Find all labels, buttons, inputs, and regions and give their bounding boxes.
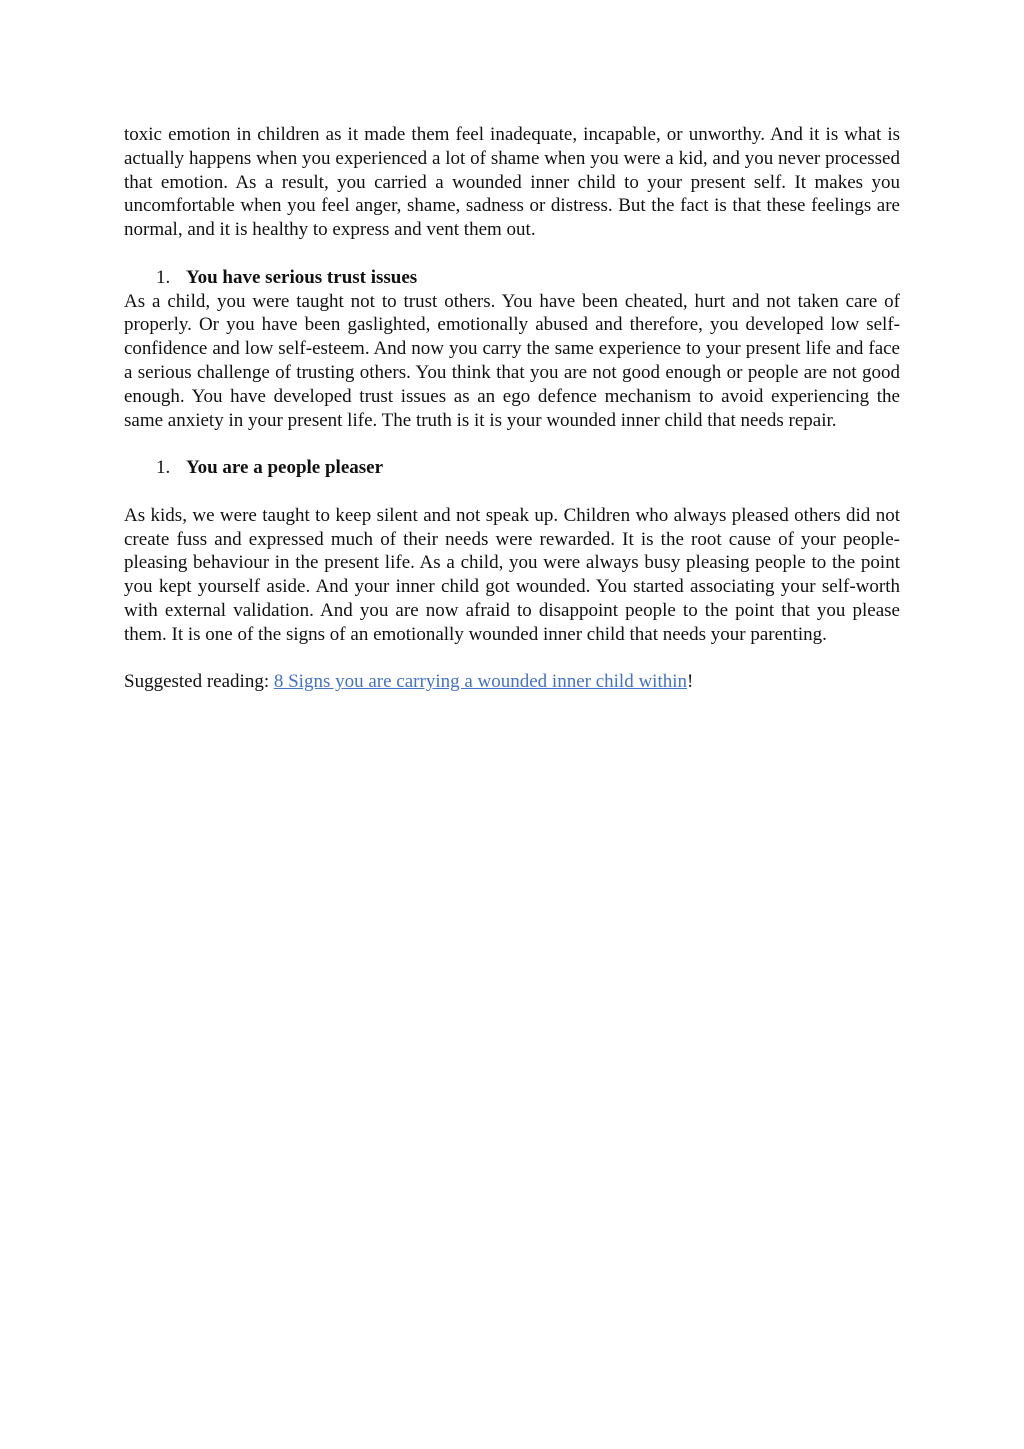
paragraph-spacer — [124, 647, 900, 671]
suggested-reading — [124, 670, 900, 694]
list-number: 1. — [156, 266, 171, 288]
paragraph-spacer — [124, 480, 900, 504]
trust-issues-paragraph: As a child, you were taught not to trust others. You have been cheated, hurt and not taken care of properly. Or you have been gaslighted, emotionally abused and therefore, you developed low self-confidence and low self-esteem. And now you carry the same experience to your present life and face a serious challenge of trusting others. You think that you are not good enough or people are not good enough. You have developed trust issues as an ego defence mechanism to avoid experiencing the same anxiety in your present life. The truth is it is your wounded inner child that needs repair. — [124, 290, 900, 431]
paragraph-spacer — [124, 432, 900, 456]
list-number: 1. — [156, 457, 171, 479]
suggested-reading-suffix: ! — [687, 671, 694, 693]
suggested-reading-link[interactable]: 8 Signs you are carrying a wounded inner child within — [273, 671, 688, 693]
list-item-trust-issues — [124, 266, 900, 290]
list-heading-people-pleaser: You are a people pleaser — [186, 457, 384, 479]
paragraph-spacer — [124, 242, 900, 266]
list-item-people-pleaser — [124, 456, 900, 480]
intro-paragraph: toxic emotion in children as it made them feel inadequate, incapable, or unworthy. And it is what is actually happens when you experienced a lot of shame when you were a kid, and you never processed that emotion. As a result, you carried a wounded inner child to your present self. It makes you uncomfortable when you feel anger, shame, sadness or distress. But the fact is that these feelings are normal, and it is healthy to express and vent them out. — [124, 124, 900, 241]
suggested-reading-label: Suggested reading: — [124, 671, 274, 693]
document-page — [124, 123, 900, 694]
list-heading-trust-issues: You have serious trust issues — [186, 266, 418, 288]
people-pleaser-paragraph: As kids, we were taught to keep silent and not speak up. Children who always pleased others did not create fuss and expressed much of their needs were rewarded. It is the root cause of your people-pleasing behaviour in the present life. As a child, you were always busy pleasing people to the point you kept yourself aside. And your inner child got wounded. You started associating your self-worth with external validation. And you are now afraid to disappoint people to the point that you please them. It is one of the signs of an emotionally wounded inner child that needs your parenting. — [124, 504, 900, 645]
